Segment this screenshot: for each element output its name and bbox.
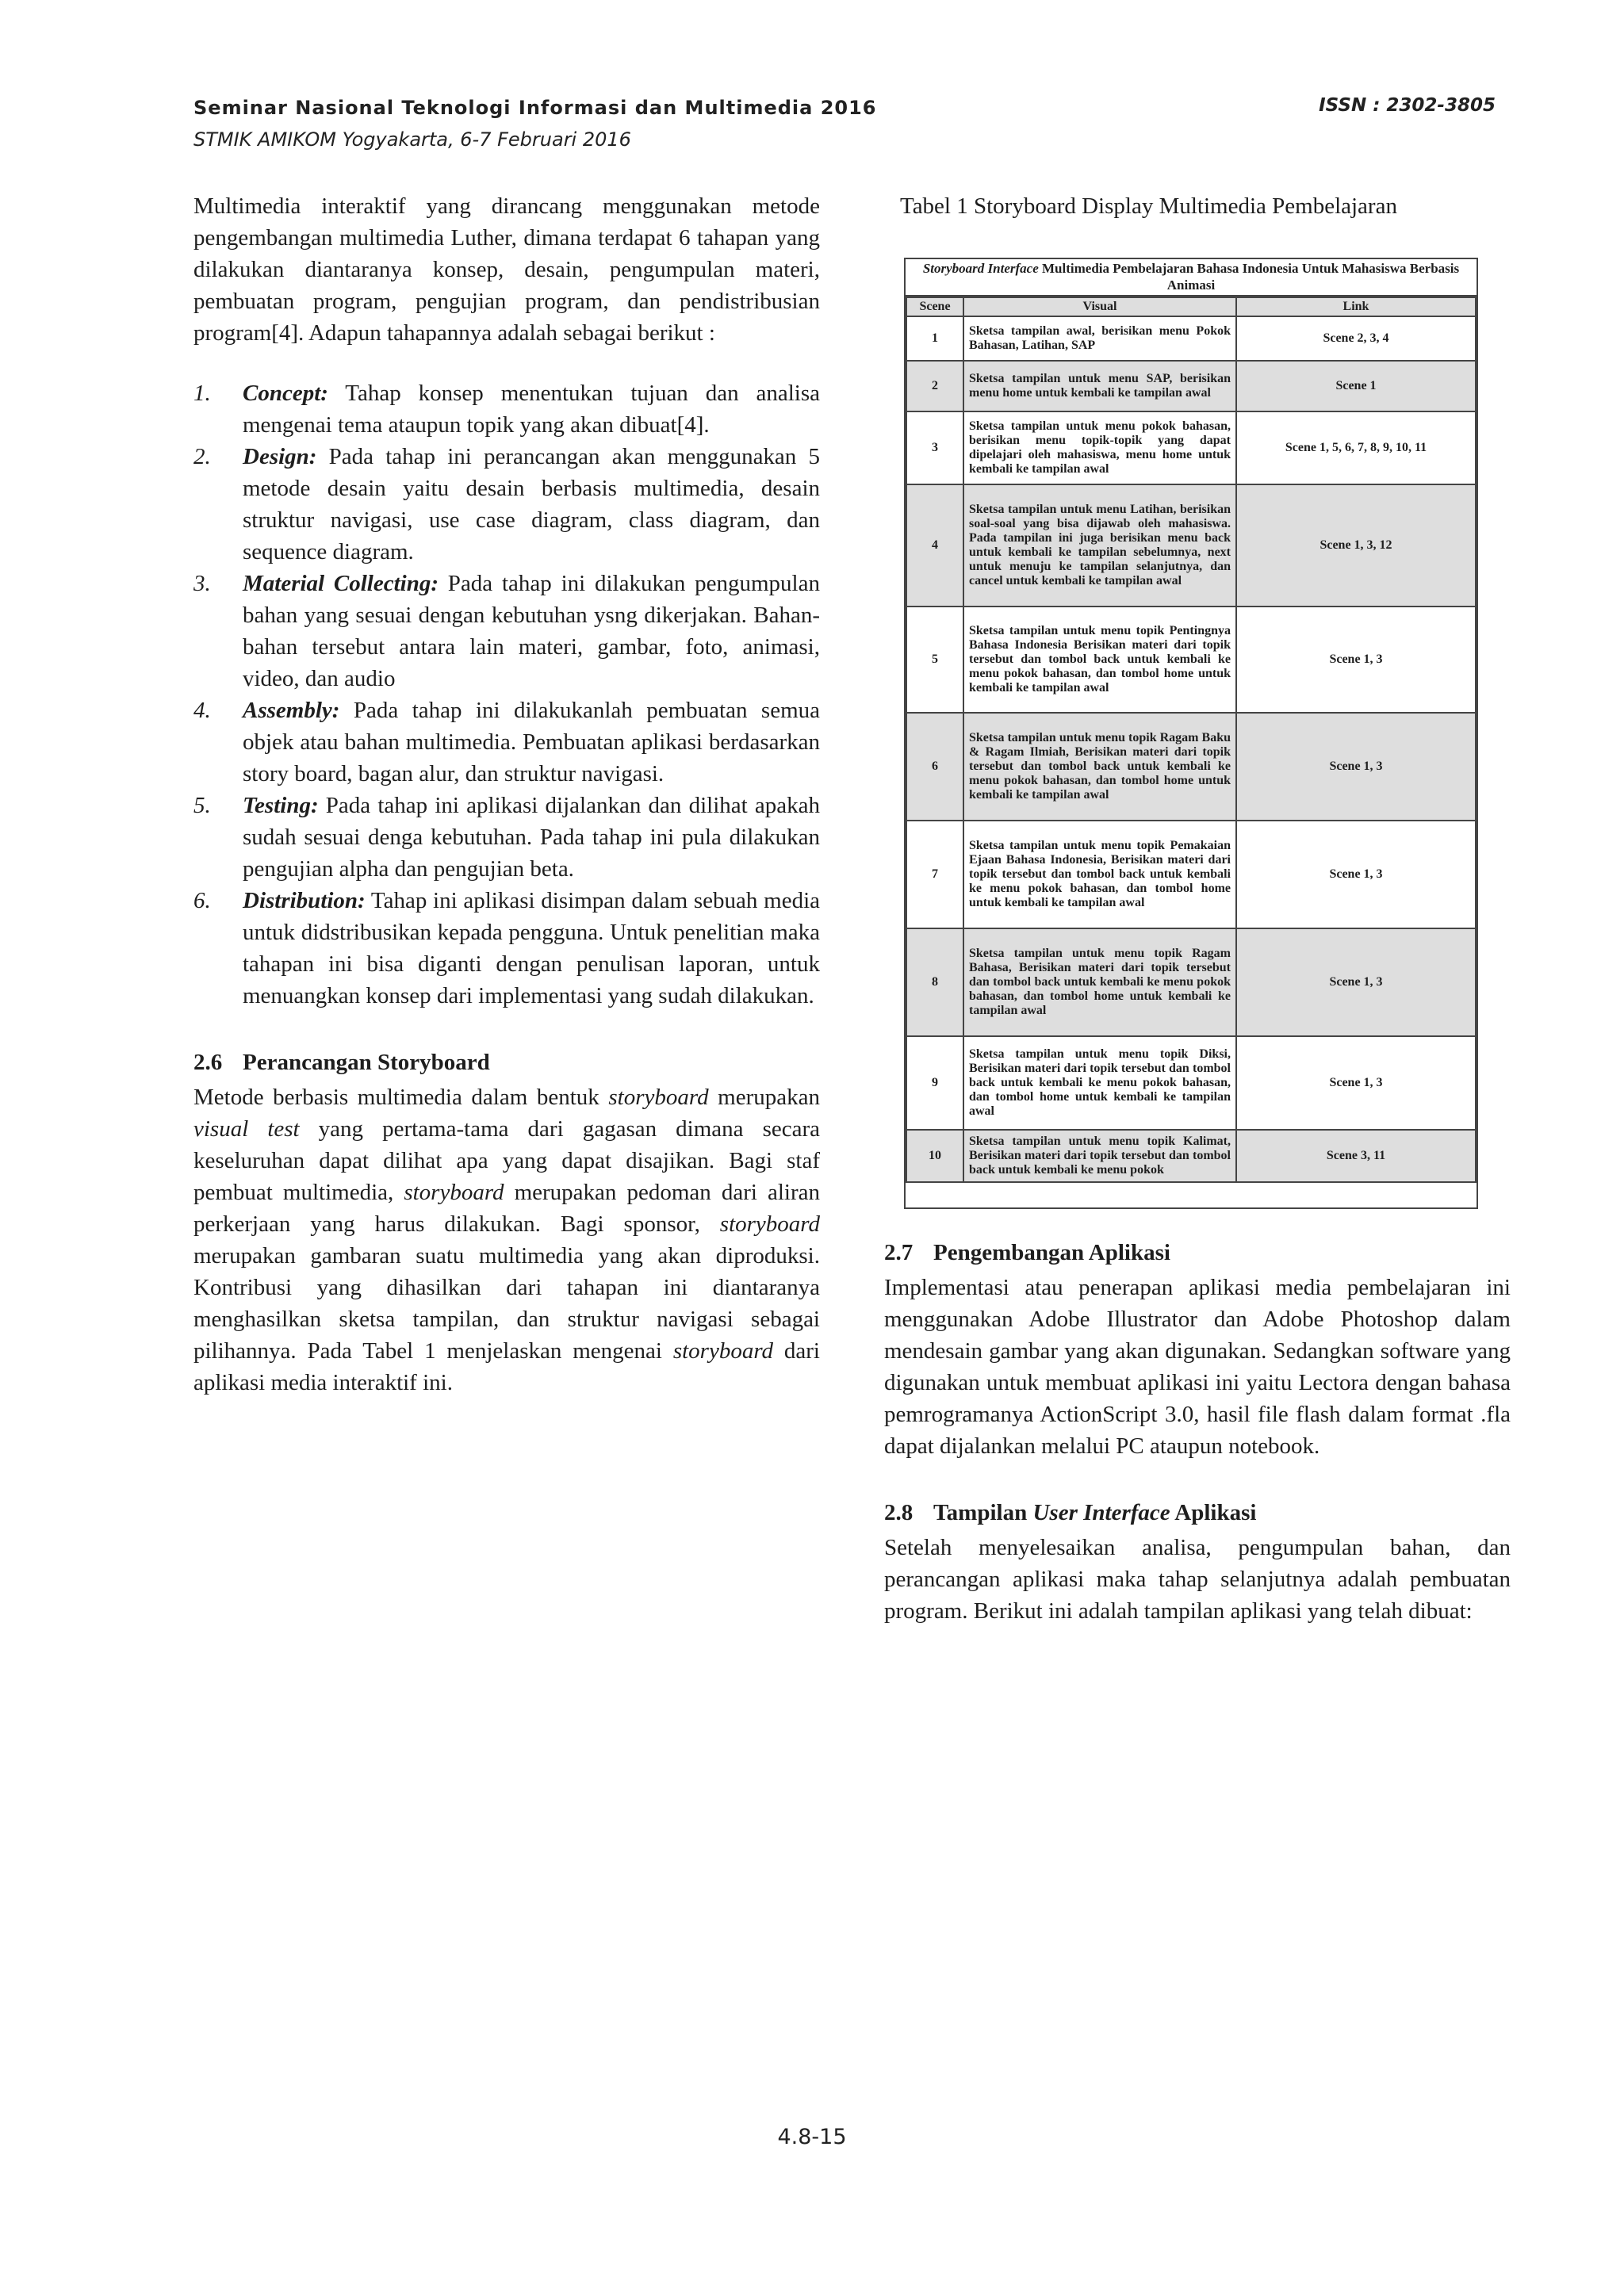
header-visual: Visual [963,297,1236,316]
conference-title: Seminar Nasional Teknologi Informasi dan Multimedia 2016 [193,97,877,119]
section-heading-2-8: 2.8 Tampilan User Interface Aplikasi [884,1500,1257,1525]
list-item: 4. Assembly: Pada tahap ini dilakukanlah pembuatan semua objek atau bahan multimedia. Pembuatan aplikasi berdasarkan story board, bagan alur, dan struktur navigasi. [193,698,820,786]
intro-paragraph: Multimedia interaktif yang dirancang menggunakan metode pengembangan multimedia Luther, dimana terdapat 6 tahapan yang dilakukan diantaranya konsep, desain, pengumpulan materi, pembuatan program, pengujian program, dan pendistribusian program[4]. Adapun tahapannya adalah sebagai berikut : [193,193,820,346]
list-item: 1. Concept: Tahap konsep menentukan tujuan dan analisa mengenai tema ataupun topik yang akan dibuat[4]. [193,381,820,438]
list-item: 6. Distribution: Tahap ini aplikasi disimpan dalam sebuah media untuk didstribusikan kepada pengguna. Untuk penelitian maka tahapan ini bisa diganti dengan penulisan laporan, untuk menuangkan konsep dari implementasi yang sudah dilakukan. [193,888,820,1008]
table-row: 4 Sketsa tampilan untuk menu Latihan, berisikan soal-soal yang bisa dijawab oleh mahasiswa. Pada tampilan ini juga berisikan menu back untuk kembali ke tampilan sebelumnya, next untuk menuju ke tampilan selanjutnya, dan cancel untuk kembali ke tampilan awal Scene 1, 3, 12 [906,484,1476,607]
interface-paragraph: Setelah menyelesaikan analisa, pengumpulan bahan, dan perancangan aplikasi maka tahap selanjutnya adalah pembuatan program. Berikut ini adalah tampilan aplikasi yang telah dibuat: [884,1535,1511,1624]
development-paragraph: Implementasi atau penerapan aplikasi media pembelajaran ini menggunakan Adobe Illustrator dan Adobe Photoshop dalam mendesain gambar yang akan digunakan. Sedangkan software yang digunakan untuk membuat aplikasi ini yaitu Lectora dengan bahasa pemrogramanya ActionScript 3.0, hasil file flash dalam format .fla dapat dijalankan melalui PC ataupun notebook. [884,1275,1511,1459]
table-row: 2 Sketsa tampilan untuk menu SAP, berisikan menu home untuk kembali ke tampilan awal Scene 1 [906,361,1476,411]
table-header-row [906,297,1476,316]
conference-venue: STMIK AMIKOM Yogyakarta, 6-7 Februari 2016 [193,128,631,151]
section-heading-2-7: 2.7 Pengembangan Aplikasi [884,1240,1170,1265]
table-caption: Tabel 1 Storyboard Display Multimedia Pembelajaran [900,193,1397,219]
table-title: Storyboard Interface Multimedia Pembelajaran Bahasa Indonesia Untuk Mahasiswa Berbasis Animasi [906,259,1477,297]
left-column [193,190,820,1399]
table-row: 10 Sketsa tampilan untuk menu topik Kalimat, Berisikan materi dari topik tersebut dan tombol back untuk kembali ke menu pokok Scene 3, 11 [906,1130,1476,1182]
storyboard-paragraph: Metode berbasis multimedia dalam bentuk storyboard merupakan visual test yang pertama-tama dari gagasan dimana secara keseluruhan dapat dilihat apa yang dapat disajikan. Bagi staf pembuat multimedia, storyboard merupakan pedoman dari aliran perkerjaan yang harus dilakukan. Bagi sponsor, storyboard merupakan gambaran suatu multimedia yang akan diproduksi. Kontribusi yang dihasilkan dari tahapan ini diantaranya menghasilkan sketsa tampilan, dan struktur navigasi sebagai pilihannya. Pada Tabel 1 menjelaskan mengenai storyboard dari aplikasi media interaktif ini. [193,1085,821,1395]
table-row: 8 Sketsa tampilan untuk menu topik Ragam Bahasa, Berisikan materi dari topik tersebut dan tombol back untuk kembali ke menu pokok bahasan, dan tombol home untuk kembali ke tampilan awal Scene 1, 3 [906,928,1476,1036]
list-item: 5. Testing: Pada tahap ini aplikasi dijalankan dan dilihat apakah sudah sesuai denga kebutuhan. Pada tahap ini pula dilakukan pengujian alpha dan pengujian beta. [193,793,820,882]
storyboard-table [906,297,1477,1183]
table-row: 9 Sketsa tampilan untuk menu topik Diksi, Berisikan materi dari topik tersebut dan tombol back untuk kembali ke menu pokok bahasan, dan tombol home untuk kembali ke tampilan awal Scene 1, 3 [906,1036,1476,1130]
list-item: 3. Material Collecting: Pada tahap ini dilakukan pengumpulan bahan yang sesuai dengan kebutuhan ysng dikerjakan. Bahan-bahan tersebut antara lain materi, gambar, foto, animasi, video, dan audio [193,571,820,691]
table-row: 1 Sketsa tampilan awal, berisikan menu Pokok Bahasan, Latihan, SAP Scene 2, 3, 4 [906,316,1476,361]
issn-label: ISSN : 2302-3805 [1319,95,1496,116]
section-heading-2-6: 2.6 Perancangan Storyboard [193,1050,490,1075]
page-number: 4.8-15 [777,2125,847,2149]
storyboard-table-container [904,258,1478,1209]
luther-steps-list [193,377,820,1012]
table-row: 3 Sketsa tampilan untuk menu pokok bahasan, berisikan menu topik-topik yang dapat dipelajari oleh mahasiswa, menu home untuk kembali ke tampilan awal Scene 1, 5, 6, 7, 8, 9, 10, 11 [906,411,1476,484]
header-scene: Scene [906,297,963,316]
list-item: 2. Design: Pada tahap ini perancangan akan menggunakan 5 metode desain yaitu desain berbasis multimedia, desain struktur navigasi, use case diagram, class diagram, dan sequence diagram. [193,444,820,564]
table-row: 7 Sketsa tampilan untuk menu topik Pemakaian Ejaan Bahasa Indonesia, Berisikan materi dari topik tersebut dan tombol back untuk kembali ke menu pokok bahasan, dan tombol home untuk kembali ke tampilan awal Scene 1, 3 [906,821,1476,928]
table-row: 6 Sketsa tampilan untuk menu topik Ragam Baku & Ragam Ilmiah, Berisikan materi dari topik tersebut dan tombol back untuk kembali ke menu pokok bahasan, dan tombol home untuk kembali ke tampilan awal Scene 1, 3 [906,713,1476,821]
table-row: 5 Sketsa tampilan untuk menu topik Pentingnya Bahasa Indonesia Berisikan materi dari topik tersebut dan tombol back untuk kembali ke menu pokok bahasan, dan tombol home untuk kembali ke tampilan awal Scene 1, 3 [906,607,1476,713]
right-column [884,1237,1511,1627]
header-link: Link [1236,297,1476,316]
